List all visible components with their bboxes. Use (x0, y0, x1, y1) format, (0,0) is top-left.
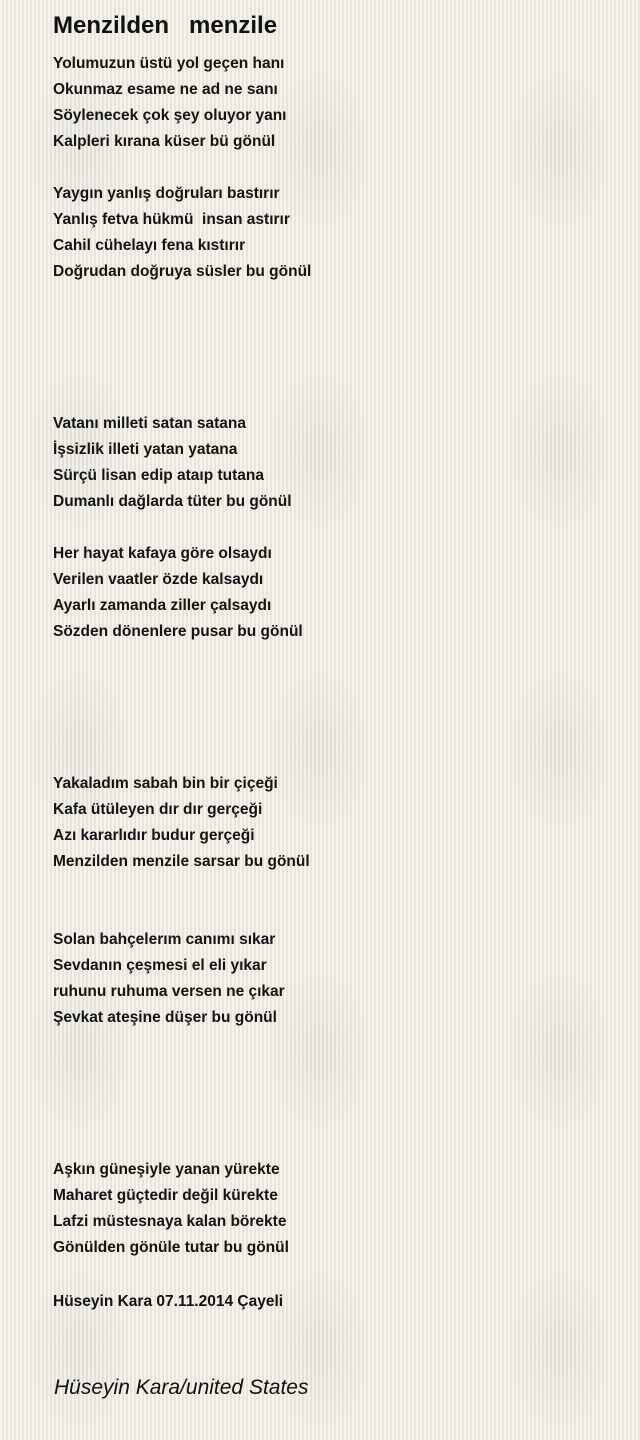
poem-line: Verilen vaatler özde kalsaydı (53, 571, 264, 588)
poem-line: Kafa ütüleyen dır dır gerçeği (53, 801, 263, 818)
poem-line: Aşkın güneşiyle yanan yürekte (53, 1161, 280, 1178)
poem-line: Söylenecek çok şey oluyor yanı (53, 107, 287, 124)
poem-title: Menzilden menzile (53, 12, 278, 39)
poem-line: Menzilden menzile sarsar bu gönül (53, 853, 310, 870)
author-name: Hüseyin Kara/united States (54, 1376, 309, 1399)
poem-line: Azı kararlıdır budur gerçeği (53, 827, 255, 844)
poem-line: Okunmaz esame ne ad ne sanı (53, 81, 278, 98)
poem-signature: Hüseyin Kara 07.11.2014 Çayeli (53, 1293, 284, 1310)
poem-line: Her hayat kafaya göre olsaydı (53, 545, 272, 562)
poem-line: Cahil cühelayı fena kıstırır (53, 237, 246, 254)
stanza-1 (53, 51, 613, 155)
stanza-3 (53, 411, 613, 515)
poem-line: Sürçü lisan edip ataıp tutana (53, 467, 265, 484)
poem-line: Solan bahçelerım canımı sıkar (53, 931, 276, 948)
poem-line: İşsizlik illeti yatan yatana (53, 441, 238, 458)
poem-line: Yakaladım sabah bin bir çiçeği (53, 775, 278, 792)
stanza-7 (53, 1157, 613, 1261)
poem-line: ruhunu ruhuma versen ne çıkar (53, 983, 285, 1000)
stanza-4 (53, 541, 613, 645)
poem-line: Yolumuzun üstü yol geçen hanı (53, 55, 285, 72)
poem-line: Yanlış fetva hükmü insan astırır (53, 211, 290, 228)
poem-line: Kalpleri kırana küser bü gönül (53, 133, 276, 150)
poem-line: Ayarlı zamanda ziller çalsaydı (53, 597, 272, 614)
poem-line: Maharet güçtedir değil kürekte (53, 1187, 278, 1204)
stanza-5 (53, 771, 613, 875)
poem-line: Lafzi müstesnaya kalan börekte (53, 1213, 287, 1230)
poem-line: Gönülden gönüle tutar bu gönül (53, 1239, 289, 1256)
poem-line: Şevkat ateşine düşer bu gönül (53, 1009, 277, 1026)
poem-line: Vatanı milleti satan satana (53, 415, 246, 432)
stanza-2 (53, 181, 613, 285)
poem-line: Yaygın yanlış doğruları bastırır (53, 185, 280, 202)
poem-line: Sevdanın çeşmesi el eli yıkar (53, 957, 267, 974)
poem-line: Doğrudan doğruya süsler bu gönül (53, 263, 312, 280)
poem-line: Dumanlı dağlarda tüter bu gönül (53, 493, 292, 510)
stanza-6 (53, 927, 613, 1031)
poem-line: Sözden dönenlere pusar bu gönül (53, 623, 303, 640)
